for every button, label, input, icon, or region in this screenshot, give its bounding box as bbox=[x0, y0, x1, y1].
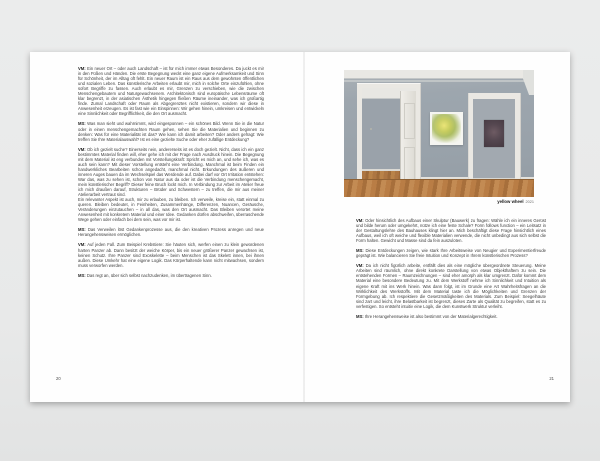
paragraph bbox=[356, 314, 546, 319]
paragraph-text: Diese Entdeckungen zeigen, wie stark Ihre Arbeitsweise von Neugier und Experimentierfreude geprägt ist. Wie balancieren Sie freie Intuition und Konzept in Ihrem künstlerischen Prozess? bbox=[356, 248, 546, 259]
speaker-label: VM: bbox=[356, 263, 364, 269]
paragraph-text: Auf jeden Fall. Zum Beispiel Krebstiere: Sie häuten sich, werfen einen zu klein gewordenen harten Panzer ab. Dann besitzt der weiche Körper, bis ein neuer größerer Panzer gewachsen ist, keinen Schutz. Ihre Panzer sind Exoskelette – beim Menschen ist das Skelett innen, bei ihnen außen. Diese Umkehr hat eine eigene Logik. Das Körperhaltende kann nicht mitwachsen, sondern muss verworfen werden. bbox=[78, 242, 264, 268]
parquet-floor bbox=[344, 179, 534, 197]
paragraph bbox=[78, 197, 264, 222]
paragraph bbox=[78, 242, 264, 267]
speaker-label: MS: bbox=[356, 248, 364, 254]
speaker-label: VM: bbox=[78, 66, 86, 71]
paragraph-text: Was man sieht und wahrnimmt, wird eingesponnen – ein schönes Bild. Wenn Sie in die Natur oder in einen menschengemachten Raum gehen, sehen Sie die Materialien und beginnen zu denken: Was für eine Materialität ist das? Wie kann ich damit arbeiten? Oder anders gefragt: Wie treffen Sie Ihre Materialauswahl? Ist es eine gezielte Suche oder eher zufällige Entdeckung? bbox=[78, 121, 264, 142]
paragraph-text: Da ich nicht figürlich arbeite, entfällt dies als eine mögliche übergeordnete Steuerung. Meine Arbeiten sind räumlich, ohne direkt konkrete Darstellung von etwas Objekthaftem zu sein. Die entstehenden Formen – Raumzeichnungen – sind eher amorph als klar umgrenzt. Dafür kommt dem Material eine besondere Bedeutung zu. Mit dem Werkstoff nehme ich Sinnlichkeit und Intuition als eigene Kraft mit ins Werk hinein. Was dann folgt, ist im Grunde eine Art Wahrheitsfragen an die Wirklichkeit des Werkstoffs. Mit dem Material taste ich die Möglichkeiten und Grenzen der Formgebung ab. Ich respektiere die Gesetzmäßigkeiten des Materials. Zum Beispiel: Seegelhäute sind zart und leicht, ihre Belastbarkeit ist begrenzt, dieses Zarte als Qualität zu begreifen, statt es zu verfestigen. So entsteht intuitiv eine Logik, die dem Kunstwerk Struktur verleiht. bbox=[356, 263, 546, 309]
paragraph-text: Ihre Herangehensweise ist also bestimmt von der Materialgerechtigkeit. bbox=[364, 313, 498, 319]
spine-divider bbox=[303, 52, 305, 402]
ceiling bbox=[344, 70, 534, 79]
page-number-right: 21 bbox=[549, 376, 554, 381]
book-spread bbox=[30, 52, 570, 402]
speaker-label: VM: bbox=[78, 242, 86, 248]
paragraph bbox=[78, 147, 264, 197]
paragraph bbox=[356, 248, 546, 258]
speaker-label: MS: bbox=[78, 121, 86, 127]
paragraph bbox=[78, 121, 264, 141]
gallery-photo bbox=[344, 70, 534, 197]
speaker-label: MS: bbox=[78, 272, 86, 278]
speaker-label: VM: bbox=[78, 146, 86, 152]
paragraph-text: Oder hinsichtlich des Aufbaus einer Skulptur (Bauwerk) zu fragen: Wähle ich ein inneres Gerüst und bilde herum oder umgekehrt, nütze ich eine feste Schale? Form follows function – ein Leitsatz in der Gestaltungslehre des Bauhauses klingt hier an. Mich beschäftigt diese Frage hinsichtlich eines Aufbaus, weil ich oft weiche und flexible Materialien verwende, die nicht unbedingt aus sich selbst die Form halten. Gewicht und Masse sind da fein auszuloten. bbox=[356, 218, 546, 244]
paragraph-text: Ein neuer Ort – oder auch Landschaft – ist für mich immer etwas Besonderes. Da juckt es mir in den Füßen und Händen. Die erste Begegnung weckt eine ganz eigene Aufmerksamkeit und Sinn für Schönheit, der im Alltag oft fehlt. Ein neuer Raum ist ein Raus aus dem gewohnten öffentlichen und sozialen Leben. Das künstlerische Arbeiten erlaubt mir, mich in solche Orte einzufühlen, ohne sofort Begriffe zu fassen. Auch erlaubt es mir, Grenzen zu verschieben, wie die zwischen Menschengebautem und Naturgewachsenem. Architektonisch sind europäische Lebensräume oft klar begrenzt, in der asiatischen Ästhetik hingegen fließen Räume ineinander, was ich großartig finde. Zumal Landschaft oder Raum als Abgegrenztes nicht existieren, sondern wir diese in Anwesenheit erzeugen. Es ist fast wie ein Einspinnen: Wir gehen hinein, umkreisen und entwickeln eine Sinnlichkeit oder Begrifflichkeit, die den Ort ausmacht. bbox=[78, 66, 264, 117]
right-page-text-column bbox=[356, 218, 546, 324]
artwork-grid bbox=[370, 128, 404, 151]
paragraph bbox=[78, 273, 264, 278]
artwork-yellow-wheel bbox=[430, 112, 463, 145]
speaker-label: VM: bbox=[356, 218, 364, 223]
speaker-label: MS: bbox=[356, 313, 364, 319]
corner-cornice bbox=[523, 70, 534, 95]
photo-caption bbox=[344, 199, 534, 204]
paragraph bbox=[356, 218, 546, 243]
artwork-dark bbox=[484, 120, 504, 147]
paragraph-text: Das regt an, über sich selbst nachzudenken, im übertragenen Sinn. bbox=[86, 272, 212, 278]
speaker-label: MS: bbox=[78, 227, 86, 233]
caption-title: yellow wheel bbox=[497, 199, 524, 204]
paragraph bbox=[78, 227, 264, 237]
paragraph-text: Ob ich gezielt suche? Einerseits nein, andererseits ist es doch gezielt. Nicht, dass ich ein ganz bestimmtes Material finden will, eher gehe ich mit der Frage nach Ausdruck hinein. Die Begegnung mit dem Material ist eng verbunden mit Vorstellungskraft: Spricht es mich an, und sehe ich, was es auch sein kann? Mit dieser Vorstellung entsteht eine Verbindung. Manchmal ist beim Finden ein handwerkliches Bearbeiten schon angedacht, manchmal nicht. Erkundungen des äußeren und inneren Auges bauen da im Wechselspiel das Werdende auf. Dabei darf vor Ort Irritation entstehen: War das, was zu sehen ist, schon von Natur aus da oder ist die Verbindung menschengemacht, mein künstlerischer Begriff? Dieser feine Bruch lockt mich. In Verbindung zur Arbeit im Atelier freue ich mich draußen darauf, Strukturen – Brüder und Schwestern – zu treffen, die mir aus meiner Atelierarbeit vertraut sind. bbox=[78, 146, 264, 198]
left-page-text-column bbox=[78, 66, 264, 283]
paragraph-text: Das Verweilen löst Gedankenprozesse aus, die den kreativen Prozess anregen und neue Herangehensweisen ermöglichen. bbox=[78, 227, 264, 238]
paragraph bbox=[78, 66, 264, 116]
page-number-left: 20 bbox=[56, 376, 61, 381]
paragraph-text: Ein relevanter Aspekt ist auch, mir zu erlauben, zu bleiben. Ich verweile, kreise ein, statt einmal zu queren. Bleiben bedeutet, in Feinheiten, Zusammenhänge, Differenzen, Nuancen, Geräusche, Veränderungen einzutauchen – in all das, was den Ort ausmacht. Das Bleiben verortet meine Anwesenheit mit konkretem Material und einer Idee. Gedanken dürfen abschweifen, überraschende Wege gehen oder einfach bei dem sein, was vor mir ist. bbox=[78, 197, 264, 223]
caption-year: 2021 bbox=[525, 200, 534, 204]
yellow-wheel-motif bbox=[432, 114, 461, 143]
paragraph bbox=[356, 263, 546, 308]
crown-molding bbox=[344, 80, 534, 82]
